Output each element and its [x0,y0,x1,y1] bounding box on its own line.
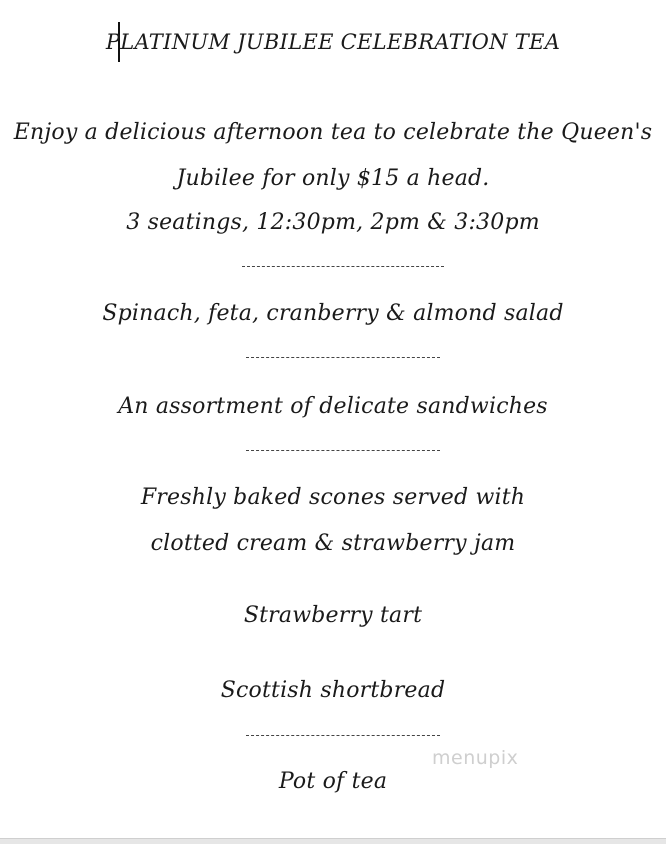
intro-line-2: Jubilee for only $15 a head. [176,166,490,191]
menu-item-tart: Strawberry tart [243,603,423,628]
divider [246,357,440,358]
menu-item-shortbread: Scottish shortbread [220,678,446,703]
menu-item-scones-line-1: Freshly baked scones served with [140,485,526,510]
divider [246,735,440,736]
menu-item-tea: Pot of tea [278,769,388,794]
divider [246,450,440,451]
menu-item-salad: Spinach, feta, cranberry & almond salad [102,301,564,326]
watermark-logo: menupix [432,747,519,769]
divider [242,266,444,267]
intro-line-3: 3 seatings, 12:30pm, 2pm & 3:30pm [126,210,540,235]
page-title: PLATINUM JUBILEE CELEBRATION TEA [105,30,561,54]
menu-item-sandwiches: An assortment of delicate sandwiches [118,394,548,419]
page-bottom-edge [0,838,666,844]
menu-item-scones-line-2: clotted cream & strawberry jam [150,531,516,556]
intro-line-1: Enjoy a delicious afternoon tea to celebrate the Queen's [13,120,653,145]
